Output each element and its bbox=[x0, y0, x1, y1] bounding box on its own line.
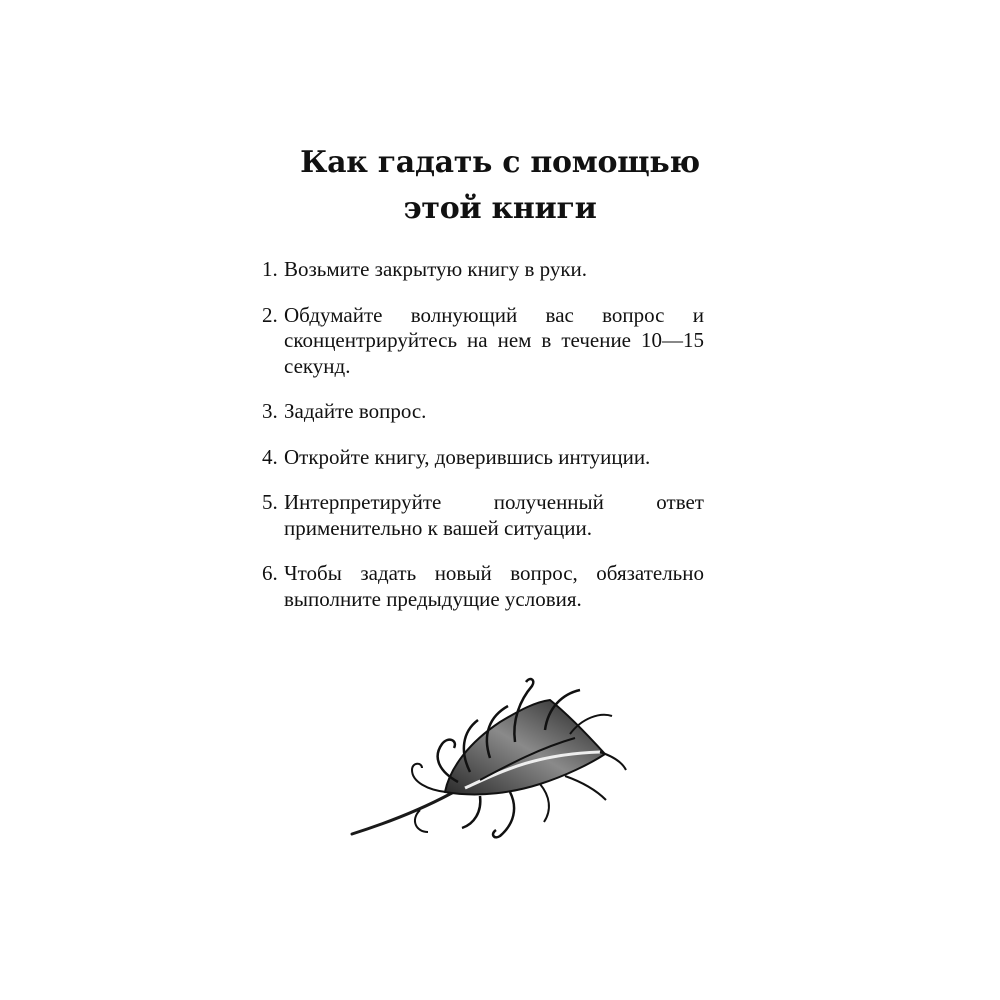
instruction-text: Возьмите закрытую книгу в руки. bbox=[284, 257, 588, 281]
instruction-number: 1. bbox=[262, 257, 278, 281]
instruction-item bbox=[262, 490, 704, 541]
instruction-text: Откройте книгу, доверившись интуиции. bbox=[284, 444, 651, 469]
instruction-item bbox=[262, 303, 704, 380]
page-title bbox=[250, 140, 750, 232]
instruction-item bbox=[262, 257, 704, 283]
instruction-number: 2. bbox=[262, 302, 278, 327]
instruction-text: Обдумайте волнующий вас вопрос и сконцентрируйтесь на нем в течение 10—15 секунд. bbox=[284, 302, 704, 378]
page-title-line-2: этой книги bbox=[403, 191, 597, 226]
instruction-item bbox=[262, 561, 704, 612]
instruction-number: 6. bbox=[262, 561, 278, 585]
instruction-item bbox=[262, 399, 704, 425]
instruction-text: Чтобы задать новый вопрос, обязательно выполните предыдущие условия. bbox=[284, 561, 704, 611]
instruction-text: Задайте вопрос. bbox=[284, 399, 427, 423]
feather-icon bbox=[350, 672, 630, 848]
page-title-line-1: Как гадать с помощью bbox=[300, 145, 700, 180]
instruction-item bbox=[262, 445, 704, 471]
instruction-number: 4. bbox=[262, 444, 278, 469]
instructions-list bbox=[262, 257, 704, 632]
instruction-number: 3. bbox=[262, 399, 278, 423]
instruction-number: 5. bbox=[262, 490, 278, 514]
instruction-text: Интерпретируйте полученный ответ применительно к вашей ситуации. bbox=[284, 490, 704, 540]
